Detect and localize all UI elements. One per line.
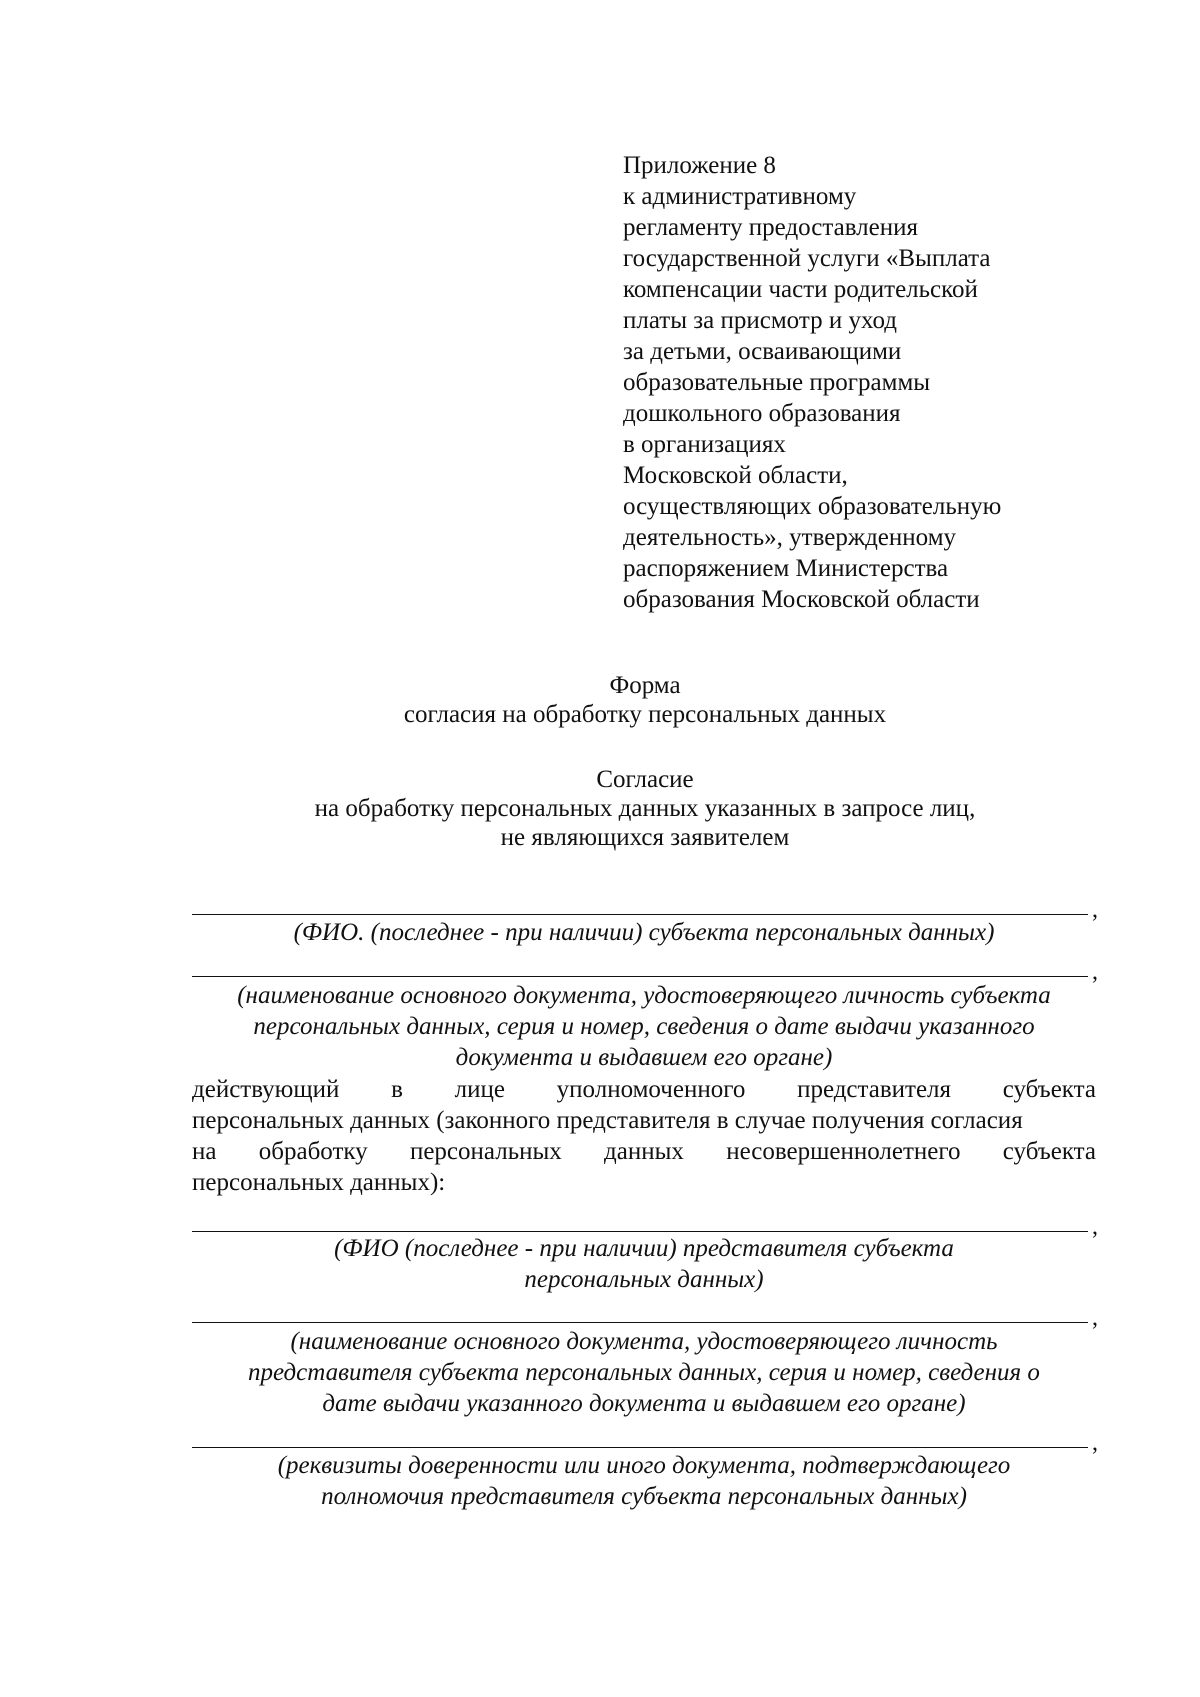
word: в	[391, 1076, 403, 1103]
word: персональных	[409, 1138, 562, 1165]
word: действующий	[192, 1076, 340, 1103]
power-of-attorney-field[interactable]	[192, 1430, 1098, 1456]
caption-line: дате выдачи указанного документа и выдавшем его органе)	[322, 1390, 966, 1417]
appendix-line: к административному	[623, 183, 857, 210]
consent-subtitle-line: не являющихся заявителем	[500, 824, 790, 851]
consent-subtitle-line: на обработку персональных данных указанных в запросе лиц,	[314, 795, 976, 822]
field-comma: ,	[1092, 1430, 1098, 1456]
caption-line: (реквизиты доверенности или иного документа, подтверждающего	[277, 1452, 1011, 1479]
caption-line: представителя субъекта персональных данных, серия и номер, сведения о	[248, 1359, 1040, 1386]
caption-line: (ФИО (последнее - при наличии) представителя субъекта	[334, 1235, 954, 1262]
subject-document-caption	[192, 980, 1096, 1073]
subject-name-caption	[192, 917, 1096, 948]
appendix-line: деятельность», утвержденному	[623, 524, 957, 551]
representative-name-caption	[192, 1233, 1096, 1295]
word: субъекта	[1002, 1138, 1096, 1165]
subject-document-field[interactable]	[192, 959, 1098, 985]
consent-heading	[0, 765, 1200, 852]
caption-line: персональных данных)	[524, 1266, 764, 1293]
caption-line: документа и выдавшем его органе)	[455, 1044, 833, 1071]
word: уполномоченного	[556, 1076, 746, 1103]
representative-document-field[interactable]	[192, 1305, 1098, 1331]
appendix-line: распоряжением Министерства	[623, 555, 949, 582]
form-title: Форма	[609, 672, 681, 699]
appendix-line: Приложение 8	[623, 152, 776, 179]
appendix-line: платы за присмотр и уход	[623, 307, 897, 334]
word: несовершеннолетнего	[726, 1138, 961, 1165]
caption-line: (наименование основного документа, удостоверяющего личность	[290, 1328, 998, 1355]
form-heading	[0, 671, 1200, 729]
appendix-line: осуществляющих образовательную	[623, 493, 1002, 520]
appendix-line: Московской области,	[623, 462, 848, 489]
paragraph-line: персональных данных):	[192, 1169, 446, 1196]
consent-title: Согласие	[596, 766, 694, 793]
caption-line: (ФИО. (последнее - при наличии) субъекта персональных данных)	[293, 919, 995, 946]
field-comma: ,	[1092, 897, 1098, 923]
word: представителя	[797, 1076, 952, 1103]
paragraph-line-justified	[192, 1136, 1096, 1167]
representative-paragraph	[192, 1074, 1096, 1198]
word: данных	[604, 1138, 684, 1165]
appendix-line: дошкольного образования	[623, 400, 901, 427]
representative-name-field[interactable]	[192, 1214, 1098, 1240]
appendix-line: компенсации части родительской	[623, 276, 978, 303]
field-comma: ,	[1092, 1214, 1098, 1240]
form-subtitle: согласия на обработку персональных данных	[403, 701, 887, 728]
word: на	[192, 1138, 217, 1165]
caption-line: персональных данных, серия и номер, сведения о дате выдачи указанного	[253, 1013, 1035, 1040]
power-of-attorney-caption	[192, 1450, 1096, 1512]
word: обработку	[258, 1138, 368, 1165]
appendix-line: в организациях	[623, 431, 786, 458]
caption-line: (наименование основного документа, удостоверяющего личность субъекта	[237, 982, 1051, 1009]
word: лице	[454, 1076, 505, 1103]
caption-line: полномочия представителя субъекта персональных данных)	[321, 1483, 967, 1510]
appendix-line: регламенту предоставления	[623, 214, 919, 241]
subject-name-field[interactable]	[192, 897, 1098, 923]
paragraph-line: персональных данных (законного представителя в случае получения согласия	[192, 1107, 1023, 1134]
paragraph-line-justified	[192, 1074, 1096, 1105]
appendix-line: за детьми, осваивающими	[623, 338, 902, 365]
appendix-line: образования Московской области	[623, 586, 980, 613]
field-comma: ,	[1092, 959, 1098, 985]
field-comma: ,	[1092, 1305, 1098, 1331]
appendix-line: государственной услуги «Выплата	[623, 245, 991, 272]
word: субъекта	[1002, 1076, 1096, 1103]
appendix-reference	[623, 150, 1083, 615]
appendix-line: образовательные программы	[623, 369, 931, 396]
representative-document-caption	[192, 1326, 1096, 1419]
